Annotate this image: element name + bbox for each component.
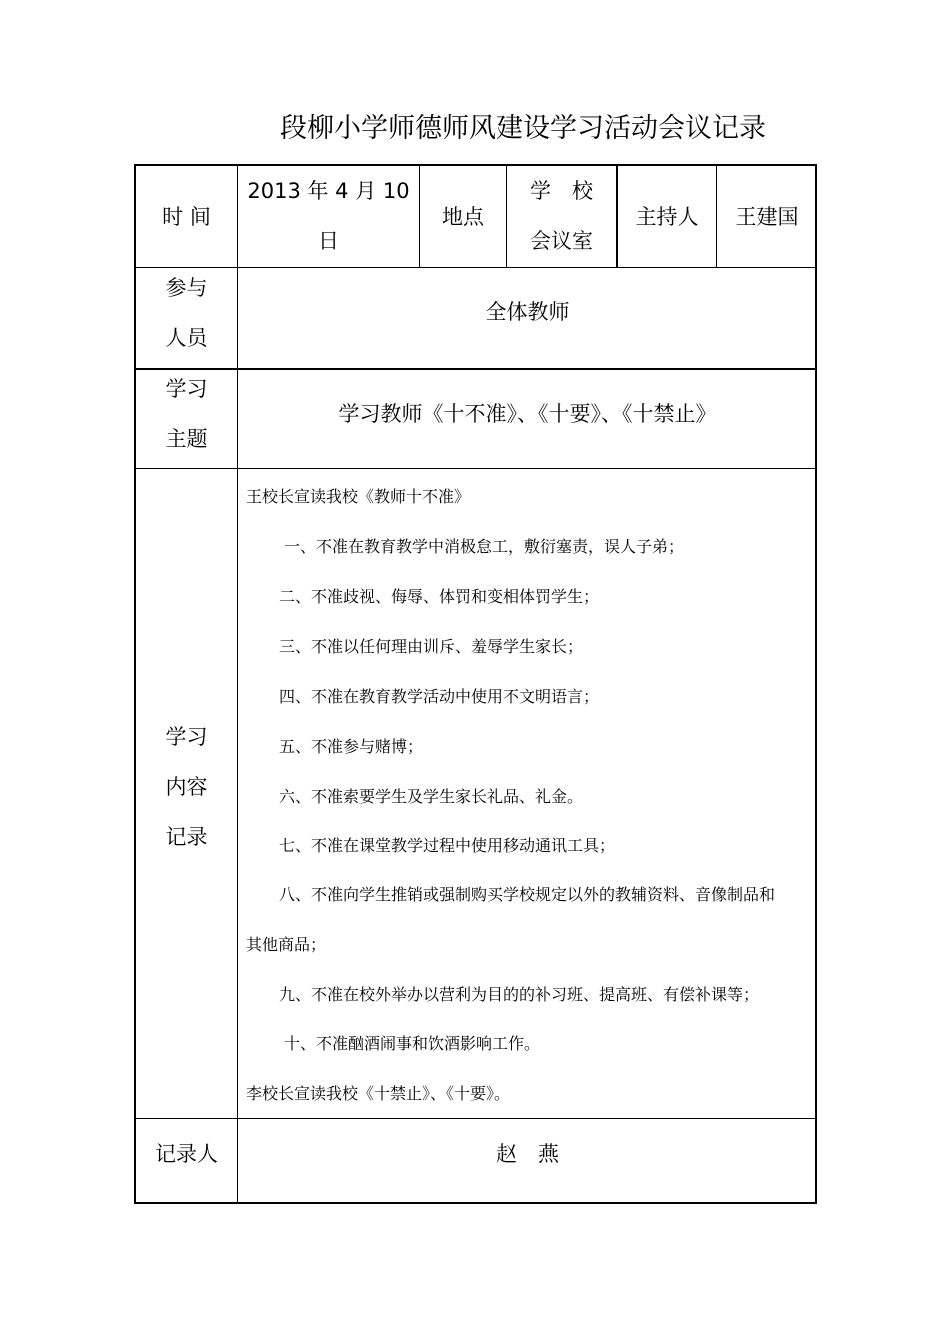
topic-value: 学习教师《十不准》、《十要》、《十禁止》: [338, 402, 717, 426]
host-label: 主持人: [635, 204, 699, 229]
participants-value: 全体教师: [485, 300, 570, 324]
topic-label: [136, 364, 237, 465]
content-line: 一、不准在教育教学中消极怠工，敷衍塞责，误人子弟；: [284, 537, 685, 556]
content-line: 七、不准在课堂教学过程中使用移动通讯工具；: [279, 836, 616, 855]
content-line: 九、不准在校外举办以营利为目的的补习班、提高班、有偿补课等；: [279, 985, 760, 1004]
content-line: 二、不准歧视、侮辱、体罚和变相体罚学生；: [279, 587, 600, 606]
topic-label-line-2: 主题: [165, 427, 208, 451]
participants-label-line-1: 参与: [165, 276, 208, 300]
meeting-date: [238, 166, 419, 267]
content-label-line-3: 记录: [165, 825, 208, 849]
content-line: 四、不准在教育教学活动中使用不文明语言；: [279, 687, 600, 706]
content-line: 其他商品；: [246, 935, 327, 954]
date-line-1: 2013 年 4 月 10: [247, 179, 410, 203]
meeting-place: [507, 166, 616, 267]
place-line-2: 会议室: [530, 229, 593, 253]
content-label: [136, 712, 237, 862]
content-line: 王校长宣读我校《教师十不准》: [246, 487, 471, 506]
content-label-line-2: 内容: [165, 775, 208, 799]
content-line: 十、不准酗酒闹事和饮酒影响工作。: [284, 1034, 541, 1053]
content-label-line-1: 学习: [165, 725, 208, 749]
host-name: 王建国: [735, 204, 799, 229]
recorder-label: 记录人: [155, 1142, 218, 1166]
content-line: 六、不准索要学生及学生家长礼品、礼金。: [279, 787, 584, 806]
content-line: 八、不准向学生推销或强制购买学校规定以外的教辅资料、音像制品和: [279, 885, 776, 904]
participants-label: [136, 263, 237, 364]
content-line: 三、不准以任何理由训斥、羞辱学生家长；: [279, 637, 584, 656]
recorder-value: 赵 燕: [496, 1142, 559, 1166]
date-line-2: 日: [318, 229, 339, 253]
content-line: 李校长宣读我校《十禁止》、《十要》。: [246, 1084, 511, 1103]
place-line-1: 学 校: [530, 179, 593, 203]
time-label: 时 间: [162, 204, 211, 229]
participants-label-line-2: 人员: [165, 326, 208, 350]
content-line: 五、不准参与赌博；: [279, 737, 424, 756]
topic-label-line-1: 学习: [165, 377, 208, 401]
document-title: 段柳小学师德师风建设学习活动会议记录: [280, 113, 766, 144]
place-label: 地点: [442, 204, 484, 229]
